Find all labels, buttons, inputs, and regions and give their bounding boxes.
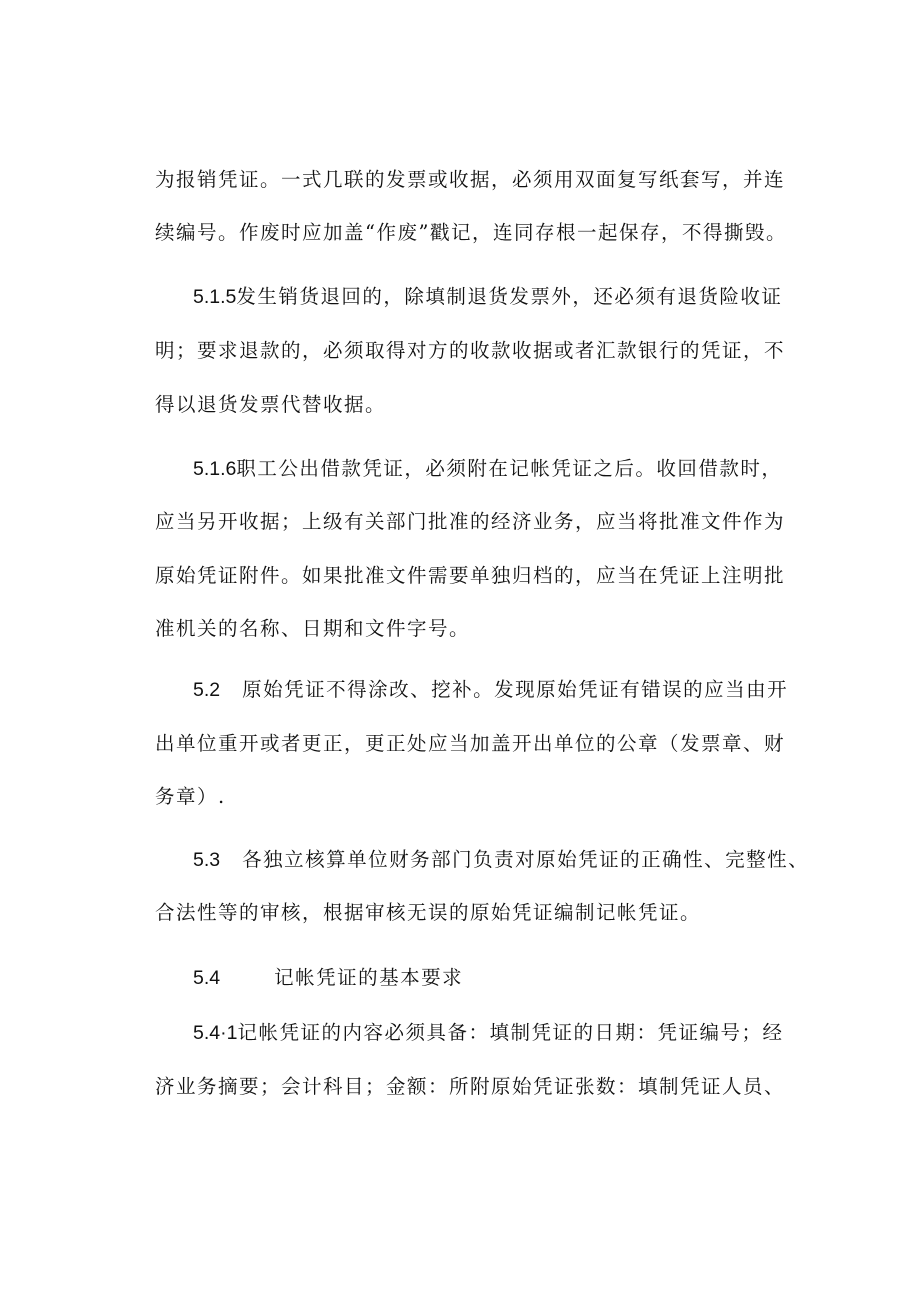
heading-text: 记帐凭证的基本要求 — [274, 966, 464, 989]
line-text: 出单位重开或者更正，更正处应当加盖开出单位的公章（发票章、财 — [155, 732, 786, 755]
section-number: 5.3 — [193, 849, 221, 871]
section-number: 5.4 — [193, 967, 221, 989]
line-text: 各独立核算单位财务部门负责对原始凭证的正确性、完整性、 — [242, 848, 810, 871]
section-number: 5.2 — [193, 679, 221, 701]
paragraph-line — [155, 336, 786, 366]
paragraph-line — [155, 218, 787, 248]
paragraph-line — [155, 165, 786, 195]
section-heading — [193, 963, 775, 993]
paragraph-line — [193, 454, 783, 484]
paragraph-line — [193, 845, 810, 875]
section-number: 5.1.6 — [193, 458, 237, 480]
paragraph-line — [155, 507, 786, 537]
paragraph-line — [193, 1018, 784, 1048]
line-text: 应当另开收据；上级有关部门批准的经济业务，应当将批准文件作为 — [155, 510, 786, 533]
paragraph-line — [155, 729, 786, 759]
line-text: 为报销凭证。一式几联的发票或收据，必须用双面复写纸套写，并连 — [155, 168, 786, 191]
line-text: 务章）. — [155, 785, 226, 808]
paragraph-line — [155, 898, 775, 928]
section-number: 5.1.5 — [193, 286, 237, 308]
paragraph-line — [155, 561, 786, 591]
line-text: 职工公出借款凭证，必须附在记帐凭证之后。收回借款时， — [236, 457, 783, 480]
line-text: 续编号。作废时应加盖“作废”戳记，连同存根一起保存，不得撕毁。 — [155, 221, 787, 244]
paragraph-line — [193, 282, 783, 312]
paragraph-line — [155, 614, 775, 644]
line-text: 济业务摘要；会计科目；金额：所附原始凭证张数：填制凭证人员、 — [155, 1075, 786, 1098]
paragraph-line — [155, 782, 775, 812]
line-text: 得以退货发票代替收据。 — [155, 393, 387, 416]
line-text: 明；要求退款的，必须取得对方的收款收据或者汇款银行的凭证，不 — [155, 339, 786, 362]
line-text: 合法性等的审核，根据审核无误的原始凭证编制记帐凭证。 — [155, 901, 702, 924]
paragraph-line — [155, 1072, 786, 1102]
paragraph-line — [193, 675, 789, 705]
line-text: 原始凭证附件。如果批准文件需要单独归档的，应当在凭证上注明批 — [155, 564, 786, 587]
line-text: 原始凭证不得涂改、挖补。发现原始凭证有错误的应当由开 — [242, 678, 789, 701]
line-text: 准机关的名称、日期和文件字号。 — [155, 617, 471, 640]
line-text: 记帐凭证的内容必须具备：填制凭证的日期：凭证编号；经 — [237, 1021, 784, 1044]
section-number: 5.4·1 — [193, 1022, 238, 1044]
paragraph-line — [155, 390, 775, 420]
line-text: 发生销货退回的，除填制退货发票外，还必须有退货险收证 — [236, 285, 783, 308]
